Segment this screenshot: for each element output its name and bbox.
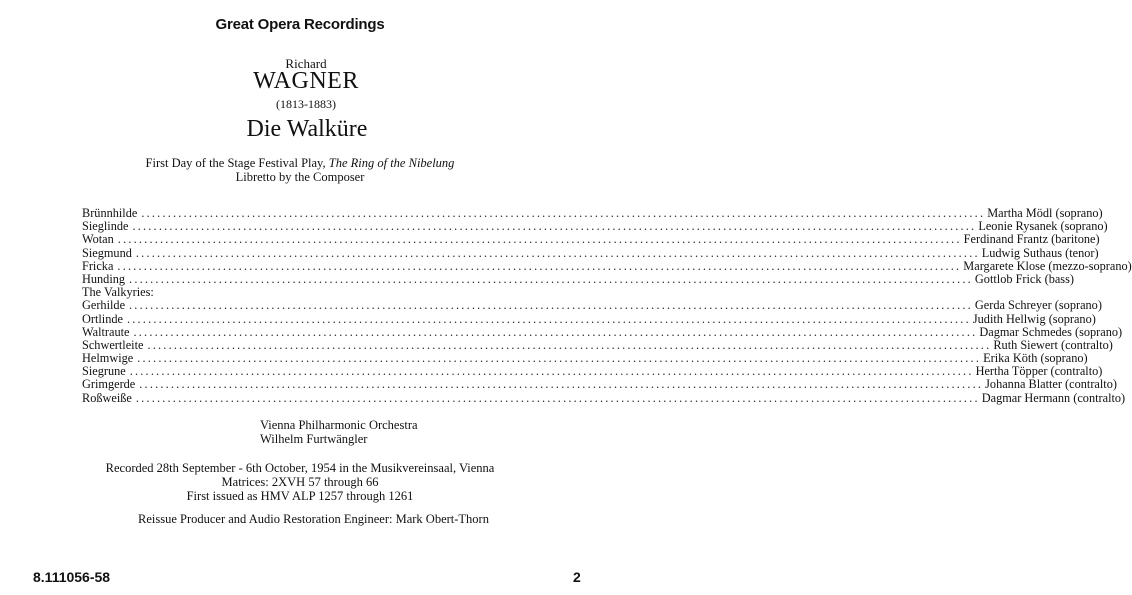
composer-last-name: WAGNER — [253, 68, 359, 94]
cast-row — [82, 245, 1099, 260]
performers — [260, 418, 418, 446]
role-name: Grimgerde — [82, 377, 136, 392]
work-title: Die Walküre — [246, 116, 368, 142]
singer-name: Margarete Klose (mezzo-soprano) — [963, 258, 1132, 273]
singer-name: Ludwig Suthaus (tenor) — [981, 245, 1099, 260]
reissue-credit: Reissue Producer and Audio Restoration Engineer: Mark Obert-Thorn — [138, 512, 489, 526]
dot-leader: ................................................................................................................................................................ — [133, 324, 978, 339]
cast-row — [82, 298, 1102, 313]
role-name: Schwertleite — [82, 337, 144, 352]
singer-name: Leonie Rysanek (soprano) — [978, 219, 1108, 234]
singer-name: Ruth Siewert (contralto) — [993, 337, 1113, 352]
role-name: Roßweiße — [82, 390, 132, 405]
singer-name: Gerda Schreyer (soprano) — [974, 298, 1102, 313]
dot-leader: ................................................................................................................................................................ — [141, 206, 986, 220]
dot-leader: ................................................................................................................................................................ — [117, 232, 962, 247]
singer-name: Gottlob Frick (bass) — [974, 271, 1074, 286]
cast-row — [82, 377, 1117, 392]
dot-leader: ................................................................................................................................................................ — [139, 377, 984, 392]
cast-list — [82, 206, 1132, 405]
singer-name: Ferdinand Frantz (baritone) — [963, 232, 1100, 247]
work-subtitle — [0, 156, 600, 184]
first-issue: First issued as HMV ALP 1257 through 1261 — [186, 489, 414, 503]
role-name: Wotan — [82, 232, 114, 247]
cast-row — [82, 324, 1123, 339]
role-name: Brünnhilde — [82, 206, 138, 220]
dot-leader: ................................................................................................................................................................ — [129, 364, 974, 379]
role-name: Sieglinde — [82, 219, 129, 234]
recording-info — [0, 461, 600, 503]
role-name: Helmwige — [82, 351, 134, 366]
composer-first-name: Richard — [285, 56, 327, 71]
page-number: 2 — [573, 569, 581, 585]
dot-leader: ................................................................................................................................................................ — [126, 311, 971, 326]
singer-name: Martha Mödl (soprano) — [987, 206, 1103, 220]
singer-name: Hertha Töpper (contralto) — [975, 364, 1103, 379]
singer-name: Johanna Blatter (contralto) — [985, 377, 1117, 392]
role-name: Fricka — [82, 258, 114, 273]
series-title: Great Opera Recordings — [215, 16, 385, 33]
role-name: Siegrune — [82, 364, 126, 379]
libretto-line: Libretto by the Composer — [235, 170, 365, 184]
dot-leader: ................................................................................................................................................................ — [137, 351, 982, 366]
dot-leader: ................................................................................................................................................................ — [135, 245, 980, 260]
dot-leader: ................................................................................................................................................................ — [129, 298, 973, 313]
dot-leader: ................................................................................................................................................................ — [135, 390, 980, 405]
dot-leader: ................................................................................................................................................................ — [132, 219, 977, 234]
cast-row — [82, 390, 1126, 405]
cast-row — [82, 232, 1100, 247]
orchestra-name: Vienna Philharmonic Orchestra — [260, 418, 418, 432]
cast-row — [82, 271, 1074, 286]
conductor-name: Wilhelm Furtwängler — [260, 432, 368, 446]
recording-dates: Recorded 28th September - 6th October, 1954 in the Musikvereinsaal, Vienna — [105, 461, 495, 475]
subtitle-prefix: First Day of the Stage Festival Play, — [145, 156, 329, 170]
role-name: Waltraute — [82, 324, 130, 339]
matrices: Matrices: 2XVH 57 through 66 — [221, 475, 379, 489]
dot-leader: ................................................................................................................................................................ — [117, 258, 962, 273]
dot-leader: ................................................................................................................................................................ — [147, 337, 992, 352]
singer-name: Dagmar Hermann (contralto) — [981, 390, 1126, 405]
subtitle-italic: The Ring of the Nibelung — [328, 156, 455, 170]
catalog-number: 8.111056-58 — [33, 569, 111, 585]
composer-dates: (1813-1883) — [276, 97, 336, 111]
role-name: Siegmund — [82, 245, 132, 260]
role-name: The Valkyries: — [82, 285, 154, 300]
singer-name: Dagmar Schmedes (soprano) — [979, 324, 1123, 339]
subtitle-line — [0, 156, 600, 170]
dot-leader: ................................................................................................................................................................ — [129, 271, 973, 286]
role-name: Ortlinde — [82, 311, 123, 326]
singer-name: Judith Hellwig (soprano) — [972, 311, 1096, 326]
cast-row — [82, 258, 1132, 273]
singer-name: Erika Köth (soprano) — [983, 351, 1088, 366]
role-name: Gerhilde — [82, 298, 126, 313]
cast-row — [82, 311, 1096, 326]
role-name: Hunding — [82, 271, 126, 286]
